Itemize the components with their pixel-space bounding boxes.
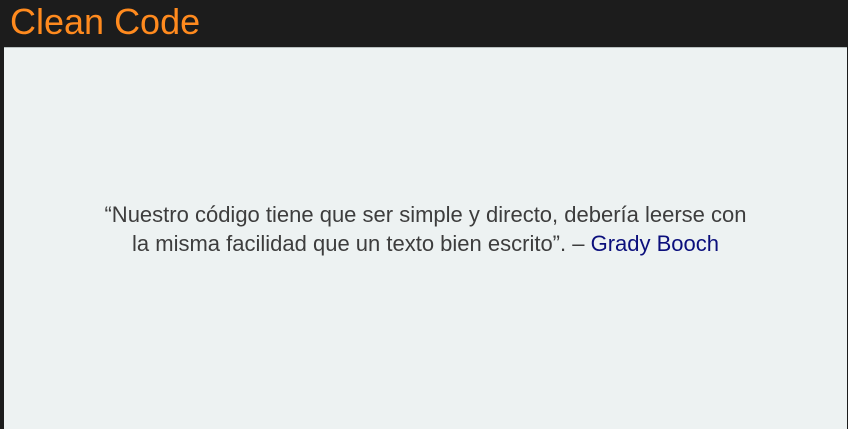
quote-text [4, 200, 847, 258]
quote-line-2: la misma facilidad que un texto bien escrito”. – [132, 231, 591, 256]
quote-author: Grady Booch [590, 231, 719, 256]
slide-title: Clean Code [10, 1, 201, 42]
title-bar [0, 0, 848, 46]
slide-content [4, 47, 847, 429]
quote-line-1: “Nuestro código tiene que ser simple y directo, debería leerse con [104, 202, 747, 227]
